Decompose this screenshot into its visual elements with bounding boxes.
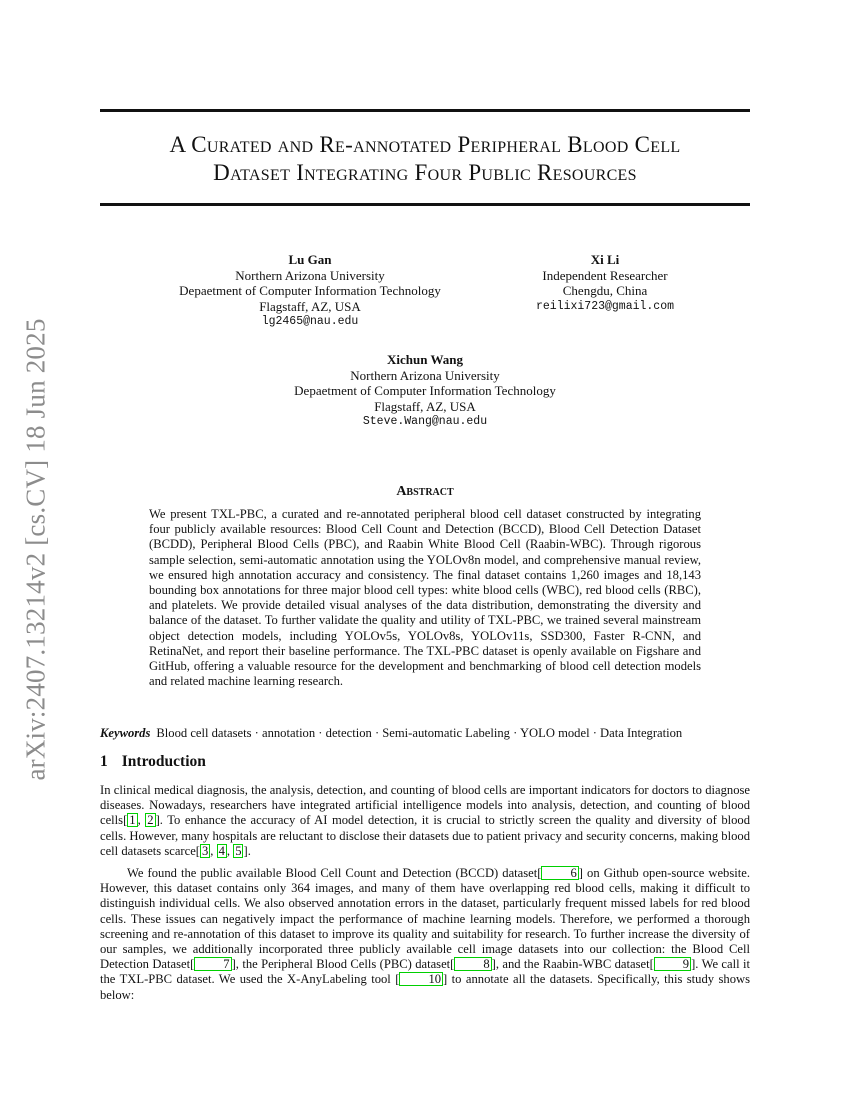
author-block-lu-gan <box>160 252 460 330</box>
paragraph-text: to annotate all the datasets. Specifically, this study shows below: <box>100 972 750 1002</box>
section-title: Introduction <box>121 753 206 770</box>
paragraph-text: , the Peripheral Blood Cells (PBC) dataset <box>235 957 451 972</box>
paragraph-text: , and the Raabin-WBC dataset <box>495 957 650 972</box>
paper-title <box>100 131 750 187</box>
author-block-xi-li <box>510 252 700 314</box>
author-name: Xichun Wang <box>387 352 463 367</box>
author-email[interactable]: reilixi723@gmail.com <box>535 299 675 313</box>
author-affiliation: Northern Arizona University <box>235 267 385 283</box>
keywords-label: Keywords <box>100 726 151 740</box>
author-block-xichun-wang <box>250 352 600 430</box>
author-email[interactable]: Steve.Wang@nau.edu <box>362 415 488 428</box>
introduction-paragraph-2: We found the public available Blood Cell Count and Detection (BCCD) dataset[ 6 ] on Github open-source website. However, this dataset contains only 364 images, and many of them have overlapping red blood cells, making it difficult to distinguish individual cells. We also observed annotation errors in the dataset, particularly frequent missed labels for red blood cells. These issues can negatively impact the performance of machine learning models. Therefore, we performed a thorough screening and re-annotation of this dataset to improve its quality and suitability for research. To further increase the diversity of our samples, we additionally incorporated three publicly available cell image datasets into our collection: the Blood Cell Detection Dataset[ 7 ], the Peripheral Blood Cells (PBC) dataset[ 8 ], and the Raabin-WBC dataset[ 9 ]. We call it the TXL-PBC dataset. We used the X-AnyLabeling tool [ 10 ] to annotate all the datasets. Specifically, this study shows below: <box>100 866 750 1002</box>
keywords-text: Blood cell datasets · annotation · detection · Semi-automatic Labeling · YOLO model · Data Integration <box>156 726 683 740</box>
section-number: 1 <box>100 753 108 770</box>
introduction-paragraph-1: In clinical medical diagnosis, the analysis, detection, and counting of blood cells are important indicators for doctors to diagnose diseases. Nowadays, researchers have integrated artificial intelligence models into analysis, detection, and counting of blood cells[ 1 , 2 ]. To enhance the accuracy of AI model detection, it is crucial to strictly screen the quality and diversity of blood cells. However, many hospitals are reluctant to disclose their datasets due to patient privacy and security concerns, making blood cell datasets scarce[ 3 , 4 , 5 ]. <box>100 783 751 858</box>
paragraph-text: . To enhance the accuracy of AI model detection, it is crucial to strictly screen the quality and diversity of blood cells. However, many hospitals are reluctant to disclose their datasets due to patient privacy and security concerns, making blood cell datasets scarce <box>100 813 751 858</box>
title-top-rule <box>100 109 750 112</box>
arxiv-identifier-stamp <box>14 306 59 792</box>
paper-title-line-1: A Curated and Re-annotated Peripheral Blood Cell <box>169 132 681 157</box>
section-heading-introduction <box>100 753 206 771</box>
paragraph-text: . We call it the TXL-PBC dataset. We used the X-AnyLabeling tool <box>100 957 750 987</box>
citation-link[interactable]: 7 <box>194 957 231 971</box>
abstract-heading: Abstract <box>396 484 454 499</box>
citation-link[interactable]: 8 <box>454 957 491 971</box>
author-department: Depaetment of Computer Information Technology <box>179 283 441 298</box>
citation-link[interactable]: 4 <box>218 843 225 858</box>
paragraph-text: on Github open-source website. However, this dataset contains only 364 images, and many of them have overlapping red blood cells, making it difficult to distinguish individual cells. We also observed annotation errors in the dataset, particularly frequent missed labels for red blood cells. These issues can negatively impact the performance of machine learning models. Therefore, we performed a thorough screening and re-annotation of this dataset to improve its quality and suitability for research. To further increase the diversity of our samples, we additionally incorporated three publicly available cell image datasets into our collection: the Blood Cell Detection Dataset <box>100 866 750 972</box>
citation-separator: , <box>210 843 217 858</box>
title-bottom-rule <box>100 203 750 206</box>
citation-separator: , <box>137 813 146 828</box>
citation-separator: , <box>226 843 234 858</box>
paragraph-text: We found the public available Blood Cell Count and Detection (BCCD) dataset <box>127 866 538 880</box>
citation-link[interactable]: 10 <box>399 972 443 986</box>
citation-link[interactable]: 9 <box>654 957 691 971</box>
author-location: Chengdu, China <box>562 283 648 298</box>
author-location: Flagstaff, AZ, USA <box>374 398 476 414</box>
citation-link[interactable]: 1 <box>129 813 136 828</box>
author-name: Xi Li <box>590 252 620 267</box>
author-affiliation: Independent Researcher <box>542 267 668 283</box>
paragraph-text: In clinical medical diagnosis, the analysis, detection, and counting of blood cells are important indicators for doctors to diagnose diseases. Nowadays, researchers have integrated artificial intelligence models into analysis, detection, and counting of blood cells <box>100 783 750 828</box>
abstract-text: We present TXL-PBC, a curated and re-annotated peripheral blood cell dataset constructed by integrating four publicly available resources: Blood Cell Count and Detection (BCCD), Blood Cell Detection Dataset (BCDD), Peripheral Blood Cells (PBC), and Raabin White Blood Cell (Raabin-WBC). Through rigorous sample selection, semi-automatic annotation using the YOLOv8n model, and comprehensive manual review, we ensured high annotation accuracy and consistency. The final dataset contains 1,260 images and 18,143 bounding box annotations for three major blood cell types: white blood cells (WBC), red blood cells (RBC), and platelets. We provide detailed visual analyses of the data distribution, demonstrating the diversity and balance of the dataset. To further validate the quality and utility of TXL-PBC, we trained several mainstream object detection models, including YOLOv5s, YOLOv8s, YOLOv11s, SSD300, Faster R-CNN, and RetinaNet, and report their baseline performance. The TXL-PBC dataset is openly available on Figshare and GitHub, offering a valuable resource for the development and benchmarking of blood cell detection models and related machine learning research. <box>149 507 701 689</box>
author-email[interactable]: lg2465@nau.edu <box>261 315 359 328</box>
author-name: Lu Gan <box>288 252 332 267</box>
paragraph-text: . <box>247 843 251 858</box>
paper-title-line-2: Dataset Integrating Four Public Resources <box>213 160 637 185</box>
author-affiliation: Northern Arizona University <box>350 367 500 383</box>
citation-link[interactable]: 6 <box>541 866 578 880</box>
citation-link[interactable]: 3 <box>202 843 209 858</box>
citation-link[interactable]: 2 <box>147 813 154 828</box>
citation-link[interactable]: 5 <box>235 843 242 858</box>
arxiv-id-text: arXiv:2407.13214v2 [cs.CV] 18 Jun 2025 <box>21 317 52 781</box>
keywords-line <box>100 726 750 741</box>
author-location: Flagstaff, AZ, USA <box>259 298 361 314</box>
author-department: Depaetment of Computer Information Technology <box>294 383 556 398</box>
